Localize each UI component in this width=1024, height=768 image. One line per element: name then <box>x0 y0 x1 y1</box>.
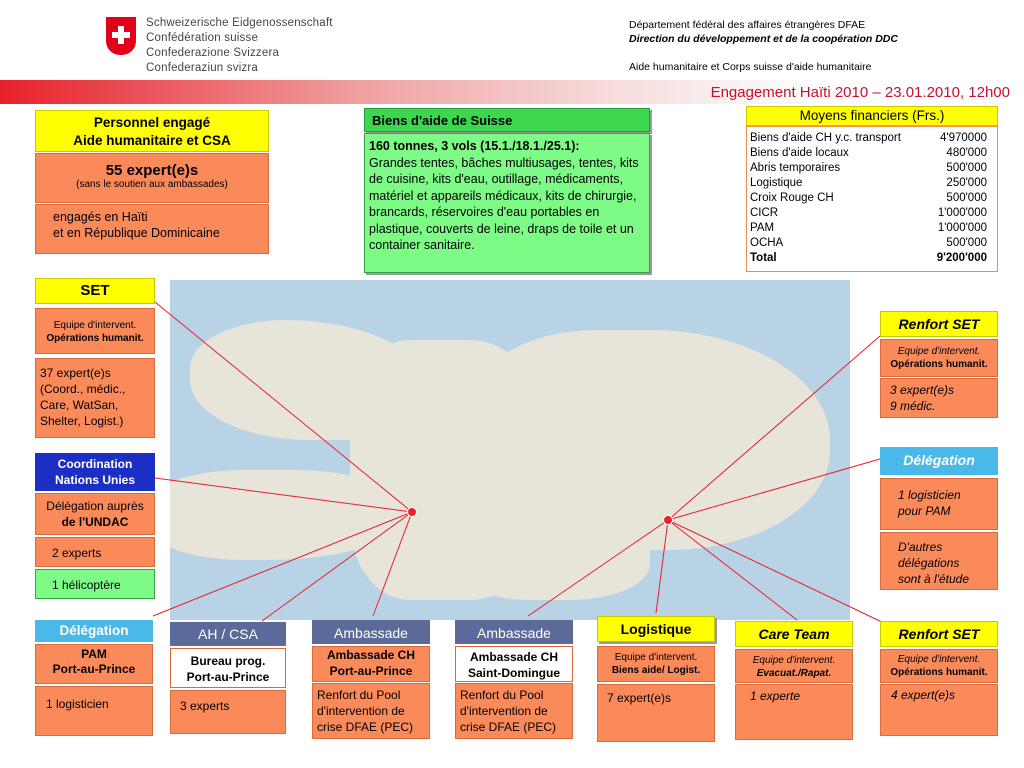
finance-row: CICR 1'000'000 <box>750 207 987 219</box>
coordination-delegation: Délégation auprès de l'UNDAC <box>35 493 155 535</box>
renfort-set-bottom-title: Renfort SET <box>880 621 998 647</box>
delegation-pam-body: 1 logisticien <box>35 686 153 736</box>
set-title: SET <box>35 278 155 304</box>
finance-row: Abris temporaires 500'000 <box>750 162 987 174</box>
personnel-location-box: engagés en Haïti et en République Dominicaine <box>35 204 269 254</box>
coordination-helicopter: 1 hélicoptère <box>35 569 155 599</box>
delegation-right-other: D'autres délégations sont à l'étude <box>880 532 998 590</box>
goods-title: Biens d'aide de Suisse <box>364 108 650 132</box>
ah-csa-subtitle: Bureau prog. Port-au-Prince <box>170 648 286 688</box>
ah-csa-title: AH / CSA <box>170 622 286 646</box>
embassy-pap-title: Ambassade <box>312 620 430 644</box>
marker-port-au-prince <box>408 508 417 517</box>
embassy-sd-title: Ambassade <box>455 620 573 644</box>
finance-row: PAM 1'000'000 <box>750 222 987 234</box>
personnel-title: Personnel engagé Aide humanitaire et CSA <box>35 110 269 152</box>
department-info: Département fédéral des affaires étrangères DFAE Direction du développement et de la coopération DDC Aide humanitaire et Corps suisse d'aide humanitaire <box>629 19 898 73</box>
care-team-title: Care Team <box>735 621 853 647</box>
marker-santo-domingo <box>664 516 673 525</box>
engagement-title: Engagement Haïti 2010 – 23.01.2010, 12h00 <box>710 84 1010 101</box>
delegation-right-logistician: 1 logisticien pour PAM <box>880 478 998 530</box>
renfort-set-bottom-body: 4 expert(e)s <box>880 684 998 736</box>
delegation-right-title: Délégation <box>880 447 998 475</box>
embassy-sd-body: Renfort du Pool d'intervention de crise DFAE (PEC) <box>455 683 573 739</box>
delegation-pam-subtitle: PAM Port-au-Prince <box>35 644 153 684</box>
confederation-names: Schweizerische Eidgenossenschaft Confédération suisse Confederazione Svizzera Confederaziun svizra <box>146 17 333 74</box>
personnel-count-box: 55 expert(e)s (sans le soutien aux ambassades) <box>35 153 269 203</box>
care-team-body: 1 experte <box>735 684 853 740</box>
embassy-sd-subtitle: Ambassade CH Saint-Domingue <box>455 646 573 682</box>
renfort-set-bottom-subtitle: Equipe d'intervent. Opérations humanit. <box>880 649 998 683</box>
renfort-set-title: Renfort SET <box>880 311 998 337</box>
finance-row: OCHA 500'000 <box>750 237 987 249</box>
ah-csa-body: 3 experts <box>170 690 286 734</box>
renfort-set-subtitle: Equipe d'intervent. Opérations humanit. <box>880 339 998 377</box>
finance-row: Logistique 250'000 <box>750 177 987 189</box>
finance-title: Moyens financiers (Frs.) <box>746 106 998 126</box>
coordination-title: Coordination Nations Unies <box>35 453 155 491</box>
finance-row: Biens d'aide locaux 480'000 <box>750 147 987 159</box>
coordination-experts: 2 experts <box>35 537 155 567</box>
logistics-body: 7 expert(e)s <box>597 684 715 742</box>
embassy-pap-subtitle: Ambassade CH Port-au-Prince <box>312 646 430 682</box>
goods-description: 160 tonnes, 3 vols (15.1./18.1./25.1): Grandes tentes, bâches multiusages, tentes, kits de cuisine, kits d'eau, outillage, médicaments, matériel et appareils médicaux, kits de chirurgie, brancards, réservoires d'eau portables en plastique, couverts de leine, draps de toile et un container sanitaire. <box>364 133 650 273</box>
care-team-subtitle: Equipe d'intervent. Evacuat./Rapat. <box>735 649 853 683</box>
logistics-subtitle: Equipe d'intervent. Biens aide/ Logist. <box>597 646 715 682</box>
logistics-title: Logistique <box>597 616 715 642</box>
finance-row: Biens d'aide CH y.c. transport 4'970000 <box>750 132 987 144</box>
set-experts: 37 expert(e)s (Coord., médic., Care, WatSan, Shelter, Logist.) <box>35 358 155 438</box>
embassy-pap-body: Renfort du Pool d'intervention de crise DFAE (PEC) <box>312 683 430 739</box>
finance-total-row: Total 9'200'000 <box>750 252 987 264</box>
delegation-pam-title: Délégation <box>35 620 153 642</box>
renfort-set-experts: 3 expert(e)s 9 médic. <box>880 378 998 418</box>
finance-row: Croix Rouge CH 500'000 <box>750 192 987 204</box>
set-subtitle: Equipe d'intervent. Opérations humanit. <box>35 308 155 354</box>
